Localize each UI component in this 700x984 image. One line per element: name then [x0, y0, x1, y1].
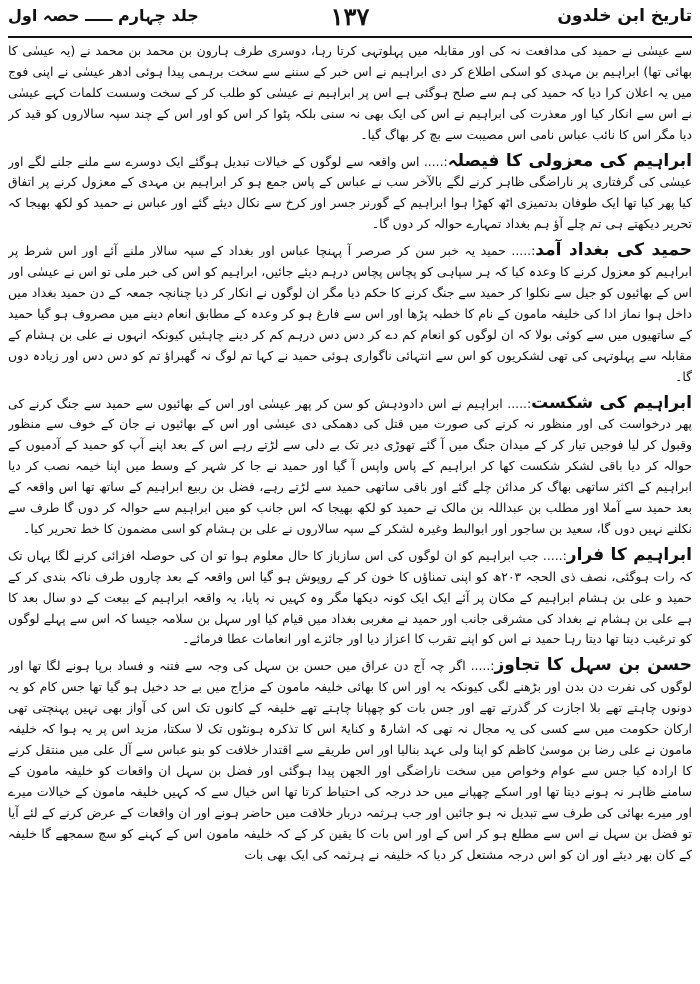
paragraph-text: اگر چہ آج دن عراق میں حسن بن سہل کی وجہ سے فتنہ و فساد برپا ہونے لگا تھا اور لوگوں کی نفرت دن بدن اور بڑھنے لگی کیونکہ یہ اور اس کا بھائی خلیفہ مامون کے مزاج میں بے حد دخیل ہو گیا تھا جس کام کو یہ دونوں چاہتے تھے بلا اجازت کر گذرتے تھے اور جس بات کو چھپانا چاہتے تھے خلیفہ کے کانوں تک اس کی آواز بھی نہیں پہنچتی تھی ارکان حکومت میں سے کسی کی یہ مجال نہ تھی کہ اشارۃً و کنایۃً اس کا تذکرہ ہونٹوں تک لا سکتا، مزید اس پر یہ ہوا کہ خلیفہ مامون نے علی رضا بن موسیٰ کاظم کو اپنا ولی عہد بنالیا اور اس طریقے سے اقتدار خلافت کو بنو عباس سے آل علی میں منتقل کرنے کا ارادہ کیا جس سے عوام وخواص میں سخت ناراضگی اور الجھن پیدا ہوگئی اور فضل بن سہل ان واقعات کو خلیفہ مامون کے سامنے ظاہر نہ ہونے دیتا تھا اور اسکے چھپانے میں حد درجہ کی احتیاط کرتا تھا اس خیال سے کہ کہیں خلیفہ مامون کے خیالات میرے اور میرے بھائی کی طرف سے تبدیل نہ ہو جائیں اور جب ہرثمہ دربار خلافت میں حاضر ہونے اور ان واقعات کے عرض کرنے کے لئے آیا تو فضل بن سہل نے اس سے مطلع ہو کر اس کے اور اس بات کا یقین کر کے کہ خلیفہ مامون اس کے کہنے کو سچ سمجھے گا خلیفہ کے کان بھر دیئے اور ان کو اس درجہ مشتعل کر دیا کہ خلیفہ نے ہرثمہ کی ایک بھی بات: [8, 658, 692, 862]
paragraph-4: [8, 393, 692, 540]
paragraph-text: سے عیسٰی نے حمید کی مدافعت نہ کی اور مقابلہ میں پہلوتہی کرتا رہا، دوسری طرف ہارون بن محمد بن محمد نے (یہ عیسٰی کا بھائی تھا) ابراہیم بن مہدی کو اسکی اطلاع کر دی ابراہیم نے اس خبر کے سننے سے سخت برہمی پیدا ہوئی ادھر عیسٰی نے اپنی فوج میں یہ اعلان کرا دیا کہ حمید کی ہم سے صلح ہوگئی ہے اس پر ابراہیم نے عیسٰی کو طلب کر کے سخت وسست کلمات کہے عیسٰی نے اس سے انکار کیا اور معذرت کی ابراہیم نے اس کی ایک بھی نہ سنی بلکہ پٹوا کر اس کو اور اس کے چند سپہ سالاروں کو قید کر دیا مگر اس کا نائب عباس نامی اس مصیبت سے بچ کر بھاگ گیا۔: [8, 43, 692, 142]
section-heading: ابراہیم کی شکست: [531, 392, 692, 413]
paragraph-5: [8, 545, 692, 651]
page-body: [8, 41, 692, 980]
heading-ellipsis: :.....: [423, 153, 448, 169]
section-heading: حمید کی بغداد آمد: [535, 240, 692, 261]
paragraph-text: اس واقعہ سے لوگوں کے خیالات تبدیل ہوگئے ایک دوسرے سے ملنے جلنے لگے اور عیسٰی کی گرفتاری پر ناراضگی ظاہر کرنے لگے بالآخر سب نے عباس کے پاس جمع ہو کر ابراہیم بن مہدی کے معزول کرنے پر اتفاق کیا پھر کیا تھا ایک طوفان بدتمیزی اٹھ کھڑا ہوا ابراہیم کے گورنر جسر اور کرخ سے نکال دیئے گئے اور عباس نے حمید کو لکھ بھیجا کہ تحریر دیکھتے ہی تم چلے آؤ ہم بغداد تمہارے حوالہ کر دوں گا۔: [8, 153, 692, 232]
heading-ellipsis: :.....: [507, 395, 532, 411]
heading-ellipsis: :.....: [511, 243, 536, 259]
section-heading: حسن بن سہل کا تجاوز: [494, 655, 692, 676]
paragraph-3: [8, 240, 692, 387]
page-header: [8, 2, 692, 34]
paragraph-2: [8, 151, 692, 236]
paragraph-1: [8, 41, 692, 146]
paragraph-6: [8, 655, 692, 865]
section-heading: ابراہیم کی معزولی کا فیصلہ: [447, 150, 692, 171]
page-number: ۱۳۷: [330, 2, 370, 31]
paragraph-text: جب ابراہیم کو ان لوگوں کی اس سازباز کا حال معلوم ہوا تو ان کی حوصلہ افزائی کرنے لگا یہاں تک کہ رات ہوگئی، نصف ذی الحجہ ۲۰۳ھ کو اپنی تمناؤں کا خون کر کے روپوش ہو گیا اس واقعہ کے بعد چاروں طرف ناکہ بندی کر کے حمید و علی بن ہشام ابراہیم کے مکان پر آئے ایک ایک کونہ دیکھا مگر وہ کہیں نہ پایا، یہ واقعہ ابراہیم کے بیعت کے دو سال بعد کا ہے علی بن ہشام نے بغداد کی مشرقی جانب اور حمید نے مغربی بغداد میں قیام کیا اور سہل بن سلامہ جیسا کہ اس سے پہلے لوگوں کو ترغیب دیتا تھا دیتا رہا حمید نے اس کو اپنے تقرب کا اعزاز دیا اور جائزے اور انعامات عطا فرمائے۔: [8, 547, 692, 647]
heading-ellipsis: :.....: [470, 658, 495, 674]
volume-label: جلد چہارم ـــــ حصہ اول: [8, 6, 199, 25]
paragraph-text: ابراہیم نے اس دادودہش کو سن کر پھر عیسٰی اور اس کے بھائیوں سے حمید سے جنگ کرنے کی پھر درخواست کی اور منظور نہ کرنے کی صورت میں قتل کی دھمکی دی عیسٰی اور اس کے بھائیوں نے جان کے خوف سے منظور وقبول کر لیا فوجیں تیار کر کے میدان جنگ میں آ گئے تھوڑی دیر تک بے دلی سے لڑتے رہے اس کے بعد اپنے آپ کو حمید کے آدمیوں کے حوالہ کر دیا باقی لشکر شکست کھا کر ابراہیم کے پاس واپس آ گیا اور حمید نے جا کر شہر کے وسط میں اپنا خیمہ نصب کر دیا ابراہیم کے اکثر ساتھی بھاگ کر مدائن چلے گئے اور باقی ساتھی حمید سے لڑتے رہے، فضل بن ربیع ابراہیم کے ساتھ تھا اس واقعہ کے بعد حمید سے آملا اور مطلب بن عبداللہ بن مالک نے حمید کو لکھ بھیجا کہ اس جانب کو میں ابراہیم سے حوالہ کر دوں گا طرف سے نکلنے نہیں دوں گا، سعید بن ساجور اور ابوالبط وغیرہ لشکر کے سپہ سالاروں نے علی بن ہشام کو اسی مضمون کا خط تحریر کیا۔: [8, 395, 692, 536]
book-title: تاریخ ابن خلدون: [557, 6, 692, 26]
paragraph-text: حمید یہ خبر سن کر صرصر آ پہنچا عباس اور بغداد کے سپہ سالار ملنے آئے اور اس شرط پر ابراہیم کو معزول کرنے کا وعدہ کیا کہ ہر سپاہی کو پچاس پچاس درہم دیئے جائیں، ابراہیم کو اس کی خبر ملی تو اس نے عیسٰی اور اس کے بھائیوں کو جیل سے نکلوا کر حمید سے جنگ کرنے کا حکم دیا مگر ان لوگوں نے انکار کر دیا چنانچہ جمعہ کے دن حمید بغداد میں داخل ہوا نماز ادا کی خلیفہ مامون کے نام کا خطبہ پڑھا اور اس سے فارغ ہو کر وعدہ کے مطابق انعام دینے میں مصروف ہو گیا حمید کے ساتھیوں میں سے کوئی بولا کہ ان لوگوں کو انعام کم دے کر دس دس درہم کم کر دینے چاہئیں کیونکہ انہوں نے علی بن ہشام کے مقابلہ سے پہلوتہی کی تھی لشکریوں کو اس سے انتہائی ناگواری ہوئی حمید نے کہا تم لوگ نہ گھبراؤ تم کو دس دس اور زیادہ دوں گا۔: [8, 243, 692, 384]
header-divider: [8, 36, 692, 38]
heading-ellipsis: :.....: [542, 547, 567, 563]
section-heading: ابراہیم کا فرار: [566, 544, 692, 565]
